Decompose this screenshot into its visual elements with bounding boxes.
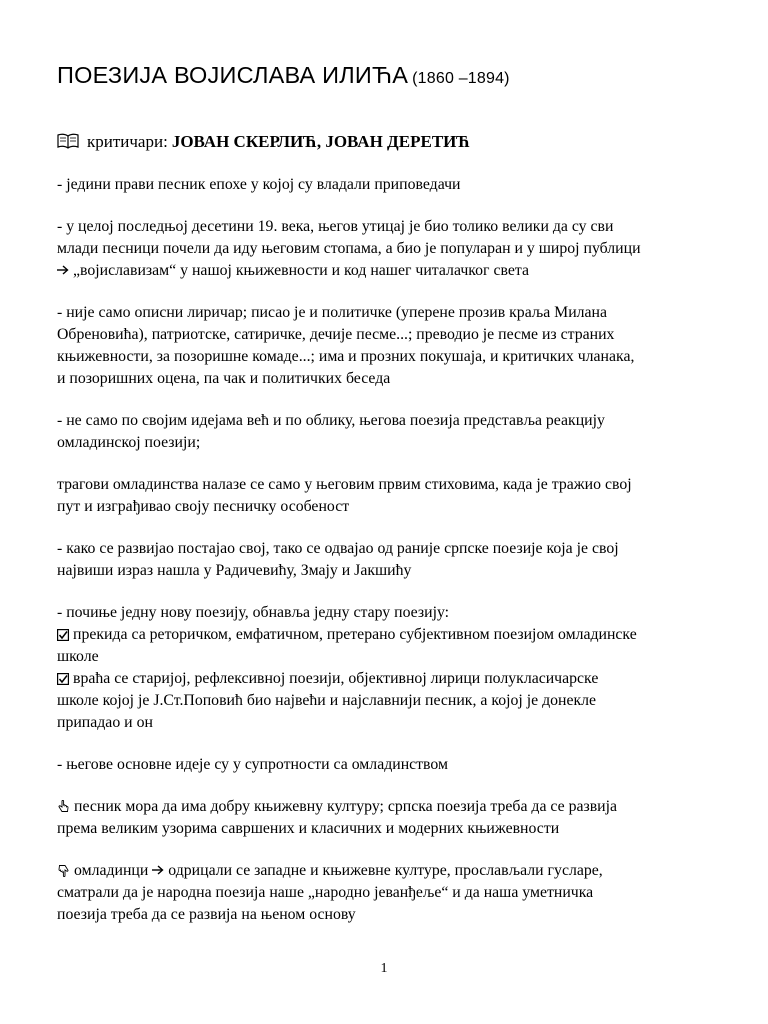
paragraph-8 [57,754,717,776]
paragraph-line: - његове основне идеје су у супротности са омладинством [57,756,449,773]
paragraph-line: пут и изграђивао своју песничку особеност [57,498,350,515]
paragraph-line: сматрали да је народна поезија наше „народно јеванђеље“ и да наша уметничка [57,884,594,901]
paragraph-line [57,796,717,818]
paragraph-7 [57,602,717,734]
critics-line [57,132,470,152]
paragraph-line [57,860,717,882]
paragraph-line: према великим узорима савршених и класичних и модерних књижевности [57,820,560,837]
checked-box-icon [57,629,69,641]
paragraph-line: млади песници почели да иду његовим стопама, а био је популаран и у широј публици [57,240,641,257]
page-number: 1 [380,961,388,976]
paragraph-4 [57,410,717,454]
paragraph-3 [57,302,717,390]
checked-box-icon [57,673,69,685]
paragraph-line-text: песник мора да има добру књижевну културу; српска поезија треба да се развија [74,798,618,815]
list-item-text: прекида са реторичком, емфатичном, претерано субјективном поезијом омладинске [73,626,637,643]
paragraph-line: школе [57,648,99,665]
list-item-text: враћа се старијој, рефлексивној поезији, објективној лирици полукласичарске [73,670,599,687]
paragraph-9 [57,796,717,840]
document-body [57,174,717,946]
paragraph-line-text: одрицали се западне и књижевне културе, прослављали гусларе, [168,862,603,879]
paragraph-line: трагови омладинства налазе се само у његовим првим стиховима, када је тражио свој [57,476,632,493]
paragraph-line: највиши израз нашла у Радичевићу, Змају и Јакшићу [57,562,412,579]
list-item [57,624,717,646]
paragraph-line: - у целој последњој десетини 19. века, његов утицај је био толико велики да су сви [57,218,614,235]
paragraph-2 [57,216,717,282]
paragraph-line-text: „војиславизам“ у нашој књижевности и код нашег читалачког света [73,262,529,279]
paragraph-6 [57,538,717,582]
paragraph-10 [57,860,717,926]
paragraph-line: поезија треба да се развија на њеном основу [57,906,356,923]
paragraph-line: и позоришних оцена, па чак и политичких беседа [57,370,391,387]
arrow-right-icon [57,265,69,275]
paragraph-5 [57,474,717,518]
title-text: ПОЕЗИЈА ВОЈИСЛАВА ИЛИЋА [57,62,409,88]
paragraph-line: Обреновића), патриотске, сатиричке, дечије песме...; преводио је песме из страних [57,326,615,343]
hand-point-up-icon [57,800,70,813]
title-years: (1860 –1894) [412,70,510,87]
paragraph-1 [57,174,717,196]
paragraph-line: припадао и он [57,714,153,731]
page-title [57,62,510,89]
paragraph-line: школе којој је Ј.Ст.Поповић био највећи и најславнији песник, а којој је донекле [57,692,597,709]
critics-names: ЈОВАН СКЕРЛИЋ, ЈОВАН ДЕРЕТИЋ [171,132,470,151]
paragraph-line: - није само описни лиричар; писао је и политичке (уперене прозив краља Милана [57,304,608,321]
critics-label: критичари: [87,132,168,151]
arrow-right-icon [152,865,164,875]
paragraph-line: - једини прави песник епохе у којој су владали приповедачи [57,176,461,193]
paragraph-line: књижевности, за позоришне комаде...; има и прозних покушаја, и критичких чланака, [57,348,635,365]
paragraph-line: омладинској поезији; [57,434,201,451]
paragraph-line: - како се развијао постајао свој, тако се одвајао од раније српске поезије која је свој [57,540,619,557]
paragraph-line-text: омладинци [74,862,149,879]
paragraph-line: - не само по својим идејама већ и по облику, његова поезија представља реакцију [57,412,605,429]
hand-point-down-icon [57,864,70,877]
paragraph-line: - почиње једну нову поезију, обнавља једну стару поезију: [57,604,450,621]
paragraph-line [57,260,717,282]
list-item [57,668,717,690]
book-icon [57,133,79,149]
